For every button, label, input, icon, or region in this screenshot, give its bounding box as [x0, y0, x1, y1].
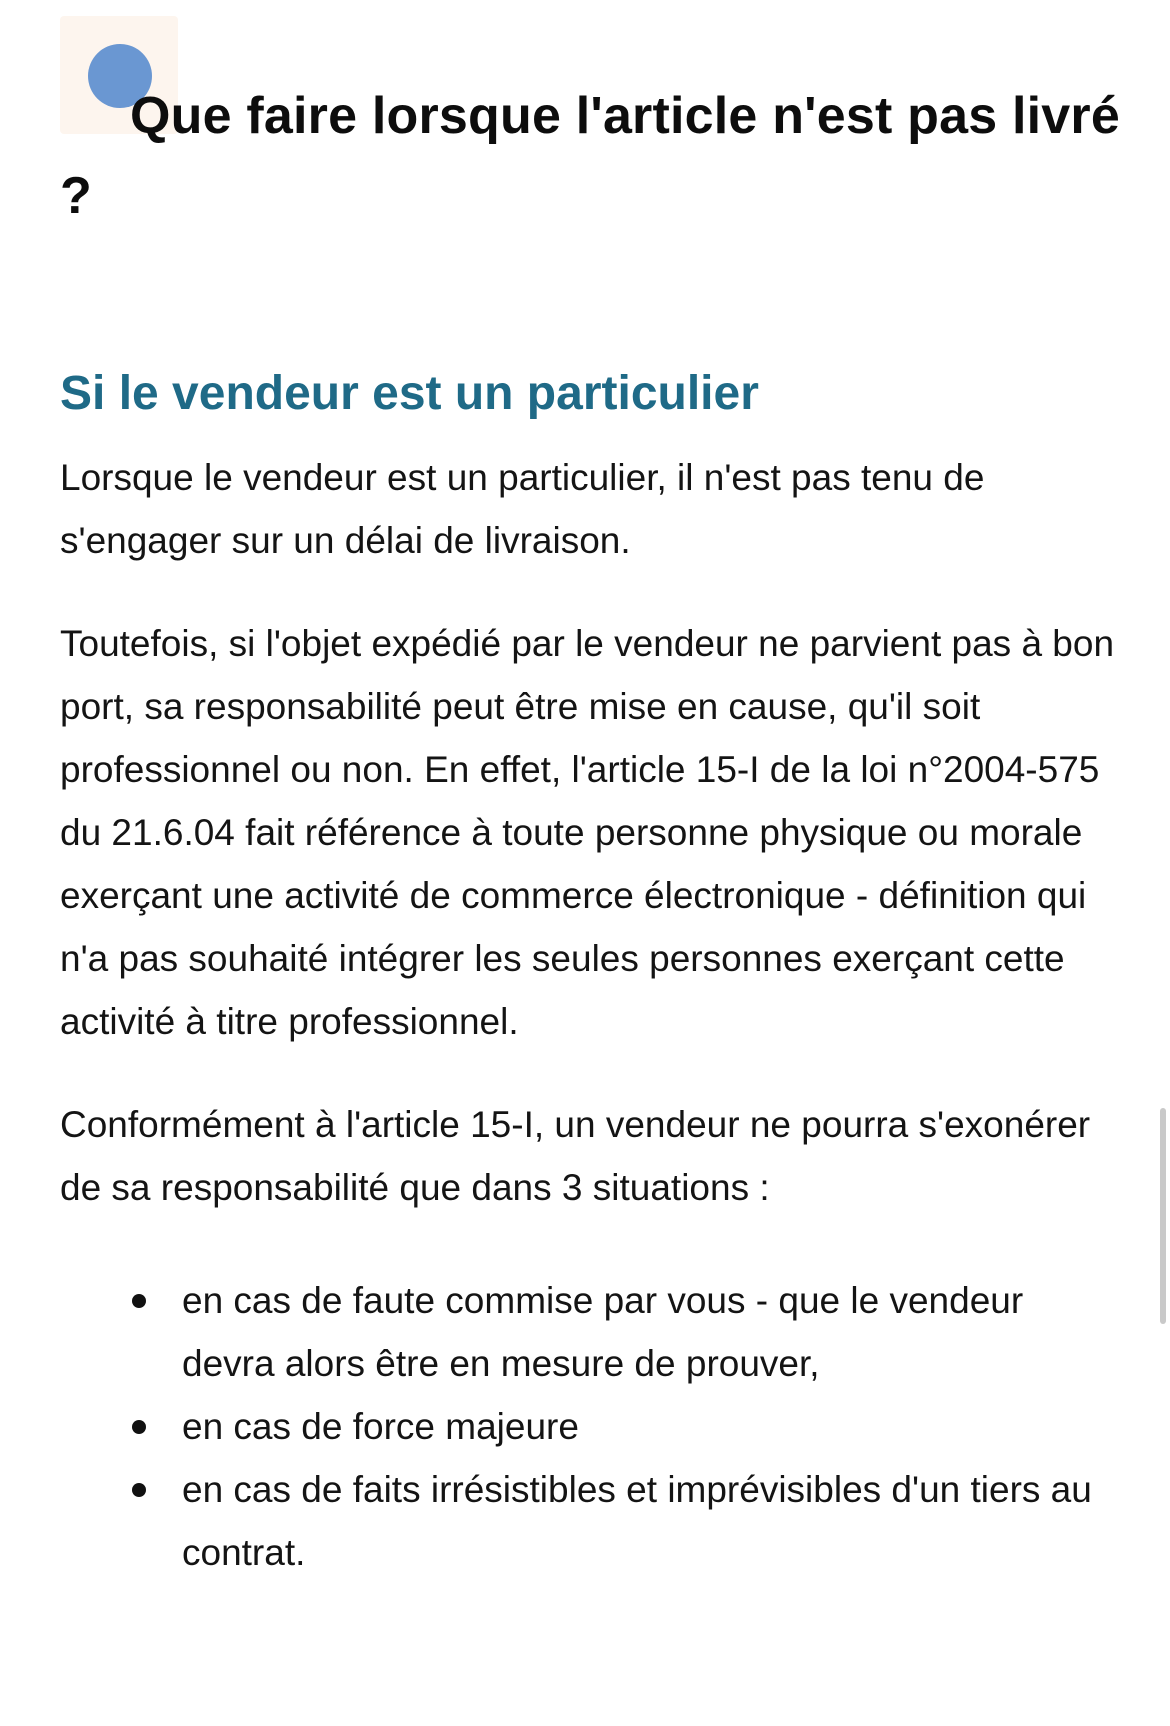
paragraph-exemptions: Conformément à l'article 15-I, un vendeur ne pourra s'exonérer de sa responsabilité que dans 3 situations : [60, 1104, 1091, 1208]
paragraph-intro: Lorsque le vendeur est un particulier, il n'est pas tenu de s'engager sur un délai de livraison. [60, 457, 985, 561]
list-item-text: en cas de force majeure [182, 1406, 579, 1447]
scrollbar[interactable] [1160, 1108, 1166, 1324]
paragraph-responsibility: Toutefois, si l'objet expédié par le vendeur ne parvient pas à bon port, sa responsabilité peut être mise en cause, qu'il soit professionnel ou non. En effet, l'article 15-I de la loi n°2004-575 du 21.6.04 fait référence à toute personne physique ou morale exerçant une activité de commerce électronique - définition qui n'a pas souhaité intégrer les seules personnes exerçant cette activité à titre professionnel. [60, 623, 1115, 1042]
list-item [60, 1269, 1120, 1395]
list-item-text: en cas de faits irrésistibles et imprévisibles d'un tiers au contrat. [182, 1469, 1092, 1573]
page-title: Que faire lorsque l'article n'est pas livré ? [60, 87, 1120, 225]
article-content [60, 0, 1120, 1584]
list-item [60, 1395, 1120, 1458]
section-heading: Si le vendeur est un particulier [60, 367, 759, 420]
list-item [60, 1458, 1120, 1584]
title-block [60, 0, 1120, 236]
bullet-icon [132, 1483, 146, 1497]
bullet-icon [132, 1294, 146, 1308]
list-item-text: en cas de faute commise par vous - que le vendeur devra alors être en mesure de prouver, [182, 1280, 1024, 1384]
bullet-icon [132, 1420, 146, 1434]
exemption-list [60, 1269, 1120, 1584]
